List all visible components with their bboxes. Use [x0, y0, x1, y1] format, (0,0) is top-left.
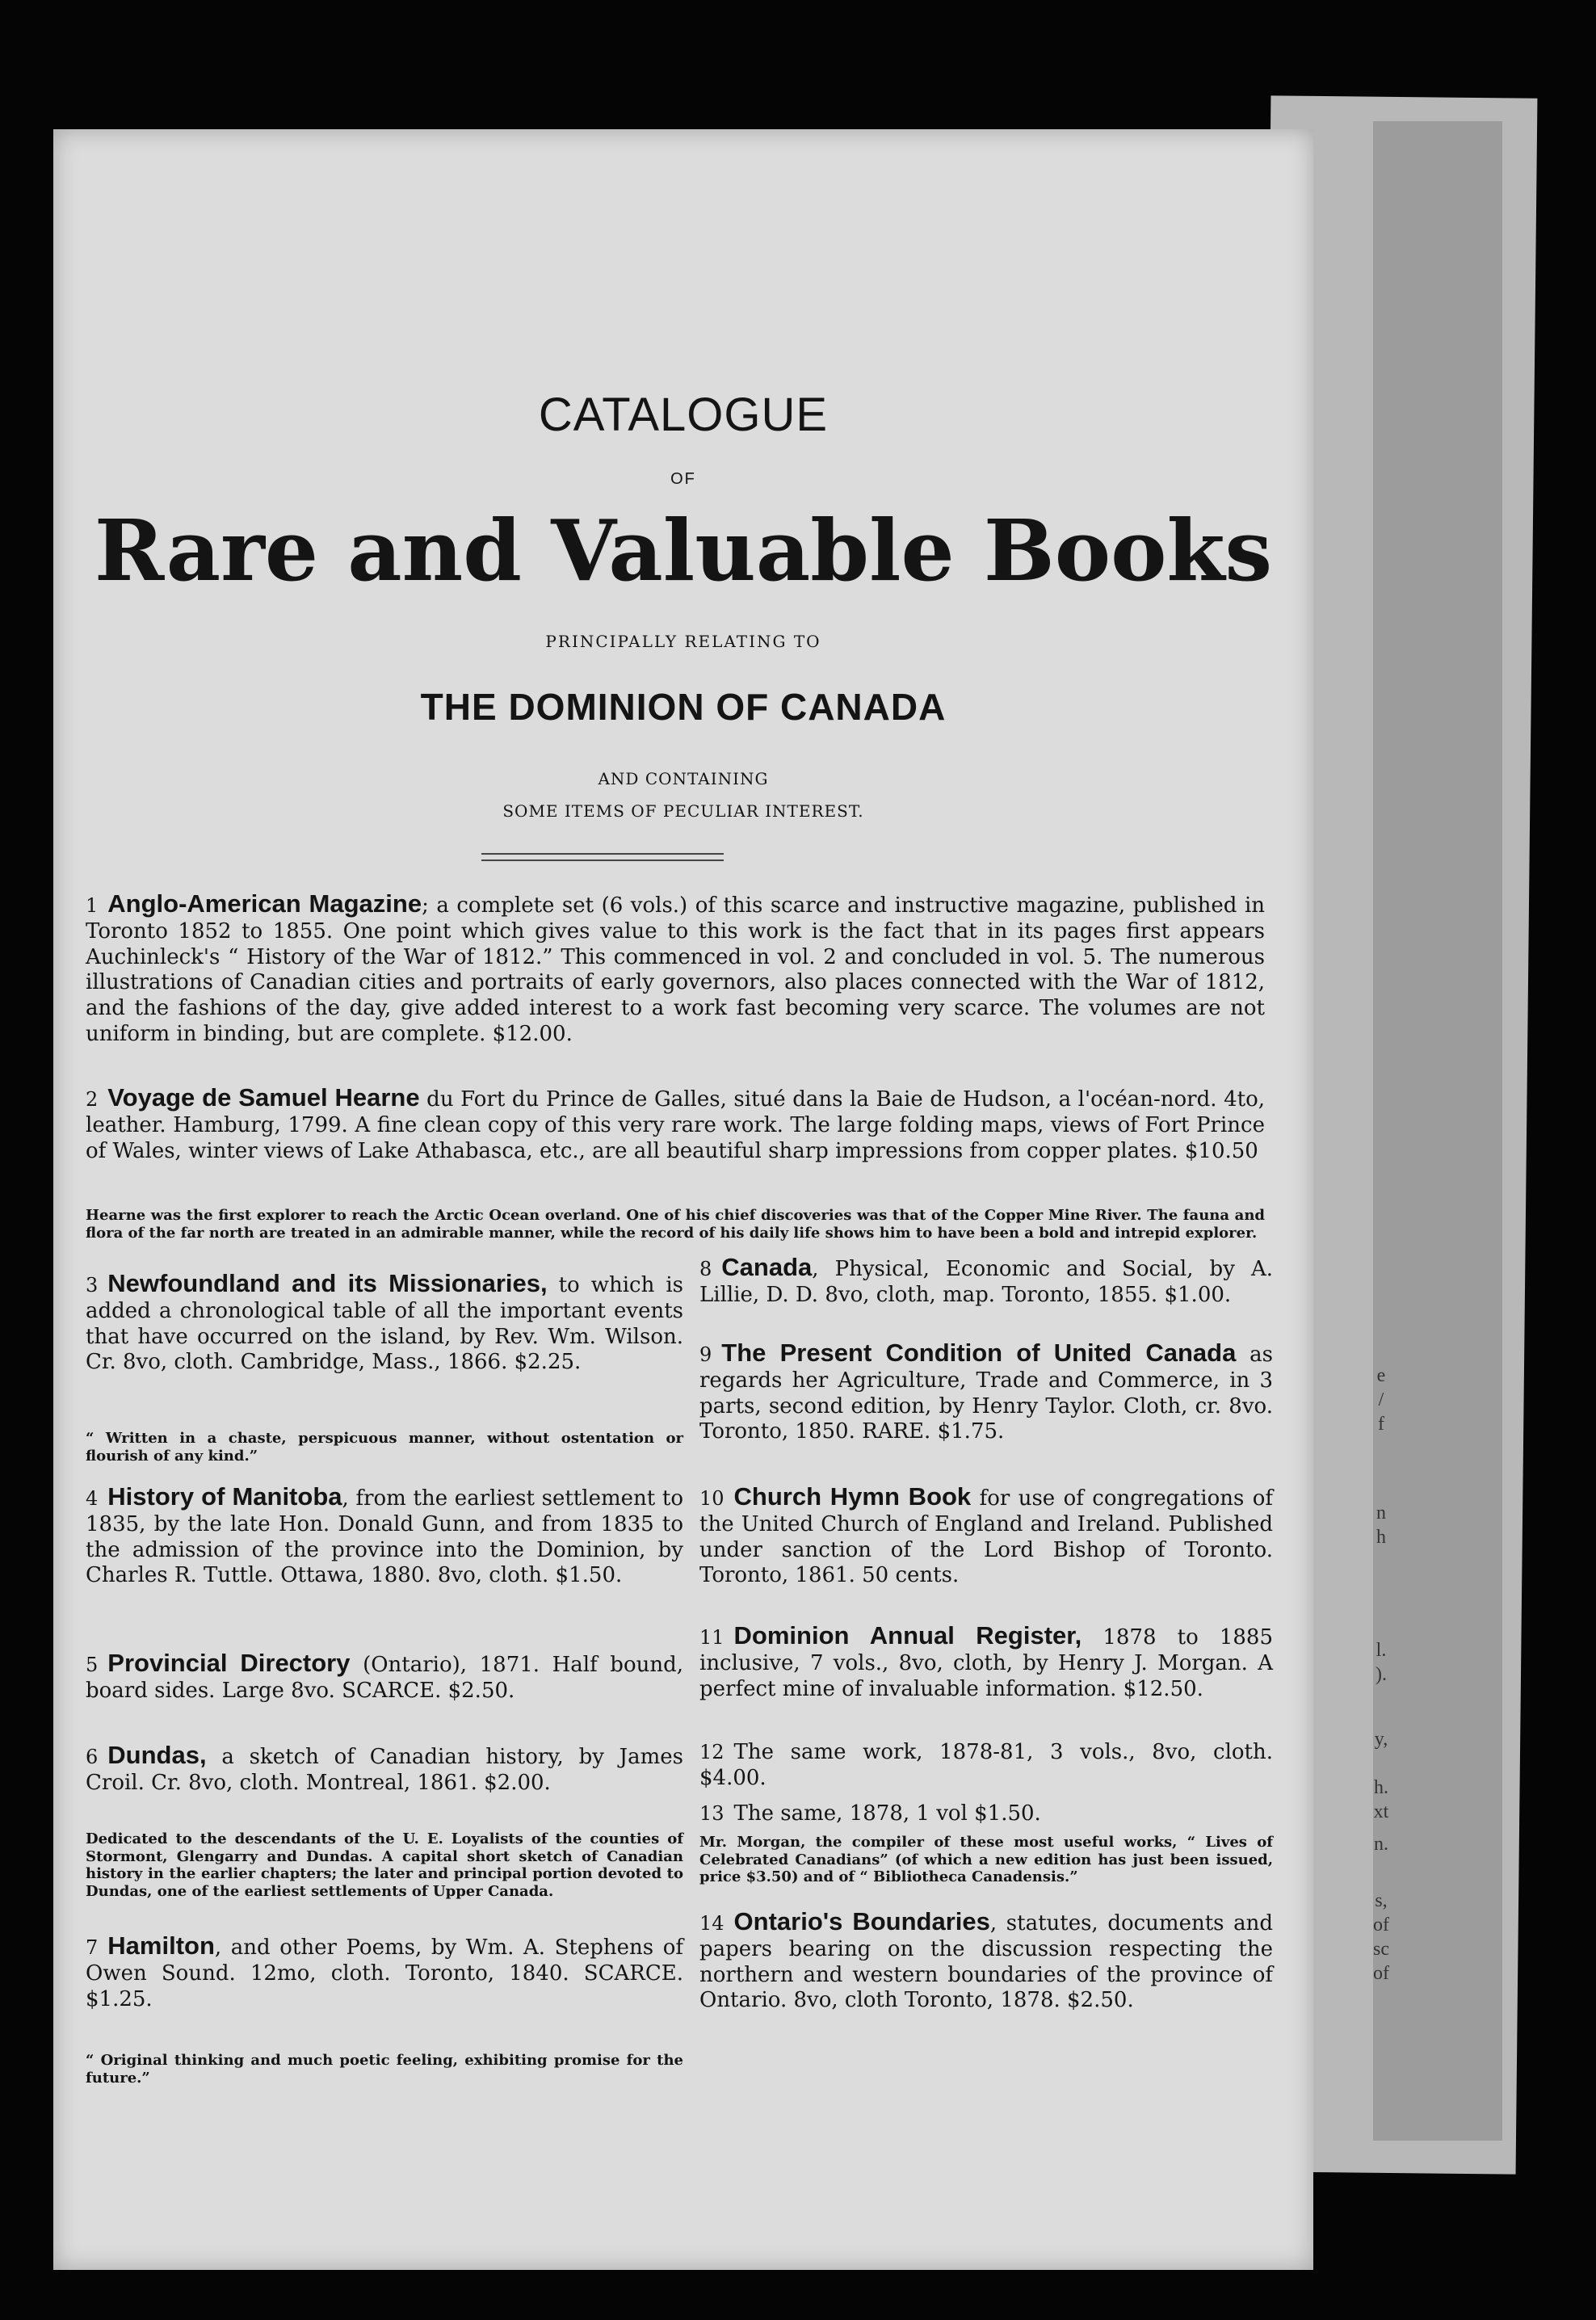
entry-text: to which is added a chronological table of all the important events that have occurred on the island, by Rev. Wm. Wilson. Cr. 8vo, cloth. Cambridge, Mass., 1866. $2.25.: [86, 1273, 683, 1375]
items-line: SOME ITEMS OF PECULIAR INTEREST.: [502, 801, 864, 821]
entry-number: 3: [86, 1274, 99, 1297]
edge-fragment: n: [1376, 1503, 1386, 1524]
entry-3: [86, 1268, 683, 1376]
entry-number: 12: [699, 1741, 724, 1763]
entry-2-note: Hearne was the first explorer to reach the Arctic Ocean overland. One of his chief discoveries was that of the Copper Mine River. The fauna and flora of the far north are treated in an admirable manner, while the record of his daily life shows him to have been a bold and intrepid explorer.: [86, 1207, 1265, 1242]
entry-7-note: “ Original thinking and much poetic feeling, exhibiting promise for the future.”: [86, 2052, 683, 2087]
entry-text: 1878 to 1885 inclusive, 7 vols., 8vo, cloth, by Henry J. Morgan. A perfect mine of invaluable information. $12.50.: [699, 1625, 1273, 1701]
edge-fragment: n.: [1374, 1834, 1388, 1855]
edge-fragment: s,: [1375, 1890, 1388, 1911]
entry-8: [699, 1252, 1273, 1309]
entry-title: History of Manitoba: [107, 1482, 342, 1511]
entry-text: , Physical, Economic and Social, by A. Lillie, D. D. 8vo, cloth, map. Toronto, 1855. $1.00.: [699, 1257, 1273, 1307]
containing-line: AND CONTAINING: [598, 769, 769, 788]
entry-12: [699, 1740, 1273, 1791]
edge-fragment: /: [1378, 1389, 1384, 1410]
edge-fragment: sc: [1373, 1939, 1389, 1960]
edge-fragment: xt: [1373, 1801, 1389, 1822]
entry-text: The same work, 1878-81, 3 vols., 8vo, cloth. $4.00.: [699, 1740, 1273, 1790]
entry-text: a sketch of Canadian history, by James Croil. Cr. 8vo, cloth. Montreal, 1861. $2.00.: [86, 1745, 683, 1795]
entry-number: 1: [86, 894, 99, 917]
principally-line: PRINCIPALLY RELATING TO: [545, 632, 821, 651]
entry-number: 5: [86, 1654, 99, 1676]
entry-title: The Present Condition of United Canada: [721, 1339, 1237, 1367]
entry-11: [699, 1620, 1273, 1702]
entry-text: , statutes, documents and papers bearing on the discussion respecting the northern and western boundaries of the province of Ontario. 8vo, cloth Toronto, 1878. $2.50.: [699, 1911, 1274, 2013]
entry-text: , and other Poems, by Wm. A. Stephens of Owen Sound. 12mo, cloth. Toronto, 1840. SCARCE. $1.25.: [86, 1935, 683, 2011]
entry-13-note: Mr. Morgan, the compiler of these most useful works, “ Lives of Celebrated Canadians” (of which a new edition has just been issued, price $3.50) and of “ Bibliotheca Canadensis.”: [699, 1834, 1273, 1886]
entry-2: [86, 1082, 1265, 1164]
entry-text: (Ontario), 1871. Half bound, board sides. Large 8vo. SCARCE. $2.50.: [86, 1653, 683, 1703]
entry-14: [699, 1906, 1273, 2014]
entry-text: du Fort du Prince de Galles, situé dans la Baie de Hudson, a l'océan-nord. 4to, leather. Hamburg, 1799. A fine clean copy of this very rare work. The large folding maps, views of Fort Prince of Wales, winter views of Lake Athabasca, etc., are all beautiful sharp impressions from copper plates. $10.50: [86, 1087, 1265, 1163]
edge-fragment: h: [1376, 1527, 1386, 1548]
entry-title: Dundas,: [107, 1741, 207, 1769]
entry-title: Provincial Directory: [107, 1649, 351, 1677]
entry-10: [699, 1482, 1273, 1589]
main-title: Rare and Valuable Books: [94, 501, 1273, 600]
entry-title: Anglo-American Magazine: [107, 889, 422, 918]
edge-fragment: f: [1378, 1414, 1384, 1435]
entry-title: Ontario's Boundaries: [733, 1907, 990, 1935]
entry-9: [699, 1338, 1273, 1445]
entry-6-note: Dedicated to the descendants of the U. E. Loyalists of the counties of Stormont, Glengarry and Dundas. A capital short sketch of Canadian history in the earlier chapters; the later and principal portion devoted to Dundas, one of the earliest settlements of Upper Canada.: [86, 1830, 683, 1900]
entry-number: 13: [699, 1802, 724, 1825]
edge-fragment: e: [1376, 1365, 1386, 1386]
edge-fragment: y,: [1374, 1729, 1388, 1750]
entry-text: , from the earliest settlement to 1835, by the late Hon. Donald Gunn, and from 1835 to the admission of the province into the Dominion, by Charles R. Tuttle. Ottawa, 1880. 8vo, cloth. $1.50.: [86, 1486, 683, 1588]
double-rule: [481, 853, 724, 861]
entry-title: Voyage de Samuel Hearne: [107, 1083, 420, 1112]
entry-text: ; a complete set (6 vols.) of this scarce and instructive magazine, published in Toronto 1852 to 1855. One point which gives value to this work is the fact that in its pages first appears Auchinleck's “ History of the War of 1812.” This commenced in vol. 2 and concluded in vol. 5. The numerous illustrations of Canadian cities and portraits of early governors, also places connected with the War of 1812, and the fashions of the day, give added interest to a work fast becoming very scarce. The volumes are not uniform in binding, but are complete. $12.00.: [86, 893, 1265, 1046]
entry-1: [86, 889, 1265, 1047]
entry-number: 6: [86, 1746, 99, 1768]
entry-6: [86, 1740, 683, 1797]
entry-number: 14: [699, 1912, 724, 1935]
entry-title: Newfoundland and its Missionaries,: [107, 1269, 548, 1297]
entry-text: as regards her Agriculture, Trade and Commerce, in 3 parts, second edition, by Henry Taylor. Cloth, cr. 8vo. Toronto, 1850. RARE. $1.75.: [699, 1343, 1273, 1444]
dominion-heading: THE DOMINION OF CANADA: [420, 686, 947, 728]
entry-title: Hamilton: [107, 1931, 215, 1960]
entry-number: 9: [699, 1343, 712, 1366]
entry-number: 4: [86, 1487, 99, 1510]
edge-fragment: of: [1373, 1914, 1389, 1935]
entry-13: [699, 1801, 1273, 1827]
entry-number: 11: [699, 1626, 724, 1649]
catalogue-heading: CATALOGUE: [538, 389, 829, 441]
entry-3-note: “ Written in a chaste, perspicuous manner, without ostentation or flourish of any kind.”: [86, 1430, 683, 1465]
entry-title: Church Hymn Book: [733, 1482, 972, 1511]
edge-fragment: of: [1373, 1963, 1389, 1984]
entry-title: Dominion Annual Register,: [733, 1621, 1082, 1650]
entry-text: for use of congregations of the United Church of England and Ireland. Published under sanction of the Lord Bishop of Toronto. Toronto, 1861. 50 cents.: [699, 1486, 1274, 1588]
entry-4: [86, 1482, 683, 1589]
entry-number: 10: [699, 1487, 724, 1510]
entry-number: 2: [86, 1088, 99, 1111]
entry-7: [86, 1931, 683, 2012]
entry-title: Canada: [721, 1253, 813, 1281]
edge-fragment: l.: [1376, 1640, 1387, 1661]
entry-5: [86, 1648, 683, 1704]
entry-number: 7: [86, 1936, 99, 1959]
entry-text: The same, 1878, 1 vol $1.50.: [733, 1801, 1041, 1826]
edge-fragment: ).: [1376, 1664, 1387, 1685]
entry-number: 8: [699, 1258, 712, 1280]
catalogue-page: [53, 129, 1313, 2270]
of-label: OF: [670, 470, 696, 488]
edge-fragment: h.: [1374, 1777, 1388, 1798]
